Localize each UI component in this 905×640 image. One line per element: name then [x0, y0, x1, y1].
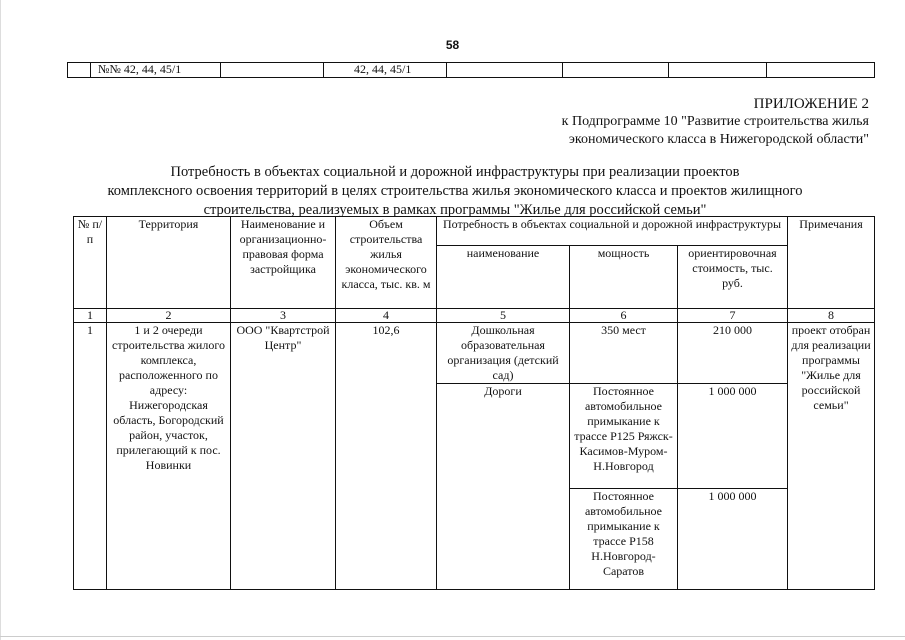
object-capacity: Постоянное автомобильное примыкание к трассе Р158 Н.Новгород-Саратов — [570, 489, 678, 590]
cell-divider — [323, 63, 324, 77]
header-notes: Примечания — [788, 217, 875, 309]
document-title — [60, 163, 850, 220]
title-line: строительства, реализуемых в рамках программы "Жилье для российской семьи" — [203, 202, 707, 218]
row-territory: 1 и 2 очереди строительства жилого комплекса, расположенного по адресу: Нижегородская область, Богородский район, участок, прилегающий к пос. Новинки — [107, 323, 231, 590]
column-number: 3 — [231, 309, 336, 323]
object-name: Дороги — [437, 384, 570, 590]
header-needs-cost: ориентировочная стоимость, тыс. руб. — [678, 246, 788, 309]
column-number: 6 — [570, 309, 678, 323]
appendix-title: ПРИЛОЖЕНИЕ 2 — [753, 96, 869, 112]
title-line: комплексного освоения территорий в целях строительства жилья экономического класса и проектов жилищного — [107, 183, 803, 199]
continuation-territory: №№ 42, 44, 45/1 — [98, 62, 182, 76]
cell-divider — [446, 63, 447, 77]
cell-divider — [220, 63, 221, 77]
table-row — [74, 323, 875, 384]
header-needs-group: Потребность в объектах социальной и дорожной инфраструктуры — [437, 217, 788, 246]
title-line: Потребность в объектах социальной и дорожной инфраструктуры при реализации проектов — [170, 164, 740, 180]
column-number: 5 — [437, 309, 570, 323]
object-cost: 210 000 — [678, 323, 788, 384]
object-capacity: 350 мест — [570, 323, 678, 384]
column-number: 8 — [788, 309, 875, 323]
scan-edge-rule — [0, 0, 1, 640]
appendix-subtitle-line: экономического класса в Нижегородской области" — [568, 132, 869, 147]
header-territory: Территория — [107, 217, 231, 309]
column-number-row — [74, 309, 875, 323]
cell-divider — [562, 63, 563, 77]
page-number: 58 — [445, 38, 460, 52]
object-cost: 1 000 000 — [678, 489, 788, 590]
continuation-row — [67, 62, 875, 78]
header-volume: Объем строительства жилья экономического класса, тыс. кв. м — [336, 217, 437, 309]
object-name: Дошкольная образовательная организация (детский сад) — [437, 323, 570, 384]
object-cost: 1 000 000 — [678, 384, 788, 489]
column-number: 4 — [336, 309, 437, 323]
header-row — [74, 217, 875, 246]
cell-divider — [766, 63, 767, 77]
cell-divider — [668, 63, 669, 77]
appendix-header — [562, 95, 869, 149]
object-capacity: Постоянное автомобильное примыкание к трассе Р125 Ряжск-Касимов-Муром-Н.Новгород — [570, 384, 678, 489]
column-number: 1 — [74, 309, 107, 323]
cell-divider — [90, 63, 91, 77]
appendix-subtitle-line: к Подпрограмме 10 "Развитие строительства жилья — [561, 114, 869, 129]
row-num: 1 — [74, 323, 107, 590]
header-num: № п/п — [74, 217, 107, 309]
row-notes: проект отобран для реализации программы "Жилье для российской семьи" — [788, 323, 875, 590]
header-needs-name: наименование — [437, 246, 570, 309]
infrastructure-needs-table — [73, 216, 875, 590]
header-developer: Наименование и организационно-правовая форма застройщика — [231, 217, 336, 309]
row-volume: 102,6 — [336, 323, 437, 590]
row-developer: ООО "Квартстрой Центр" — [231, 323, 336, 590]
header-needs-capacity: мощность — [570, 246, 678, 309]
column-number: 2 — [107, 309, 231, 323]
column-number: 7 — [678, 309, 788, 323]
scan-bottom-rule — [0, 636, 905, 637]
continuation-volume: 42, 44, 45/1 — [354, 62, 412, 76]
